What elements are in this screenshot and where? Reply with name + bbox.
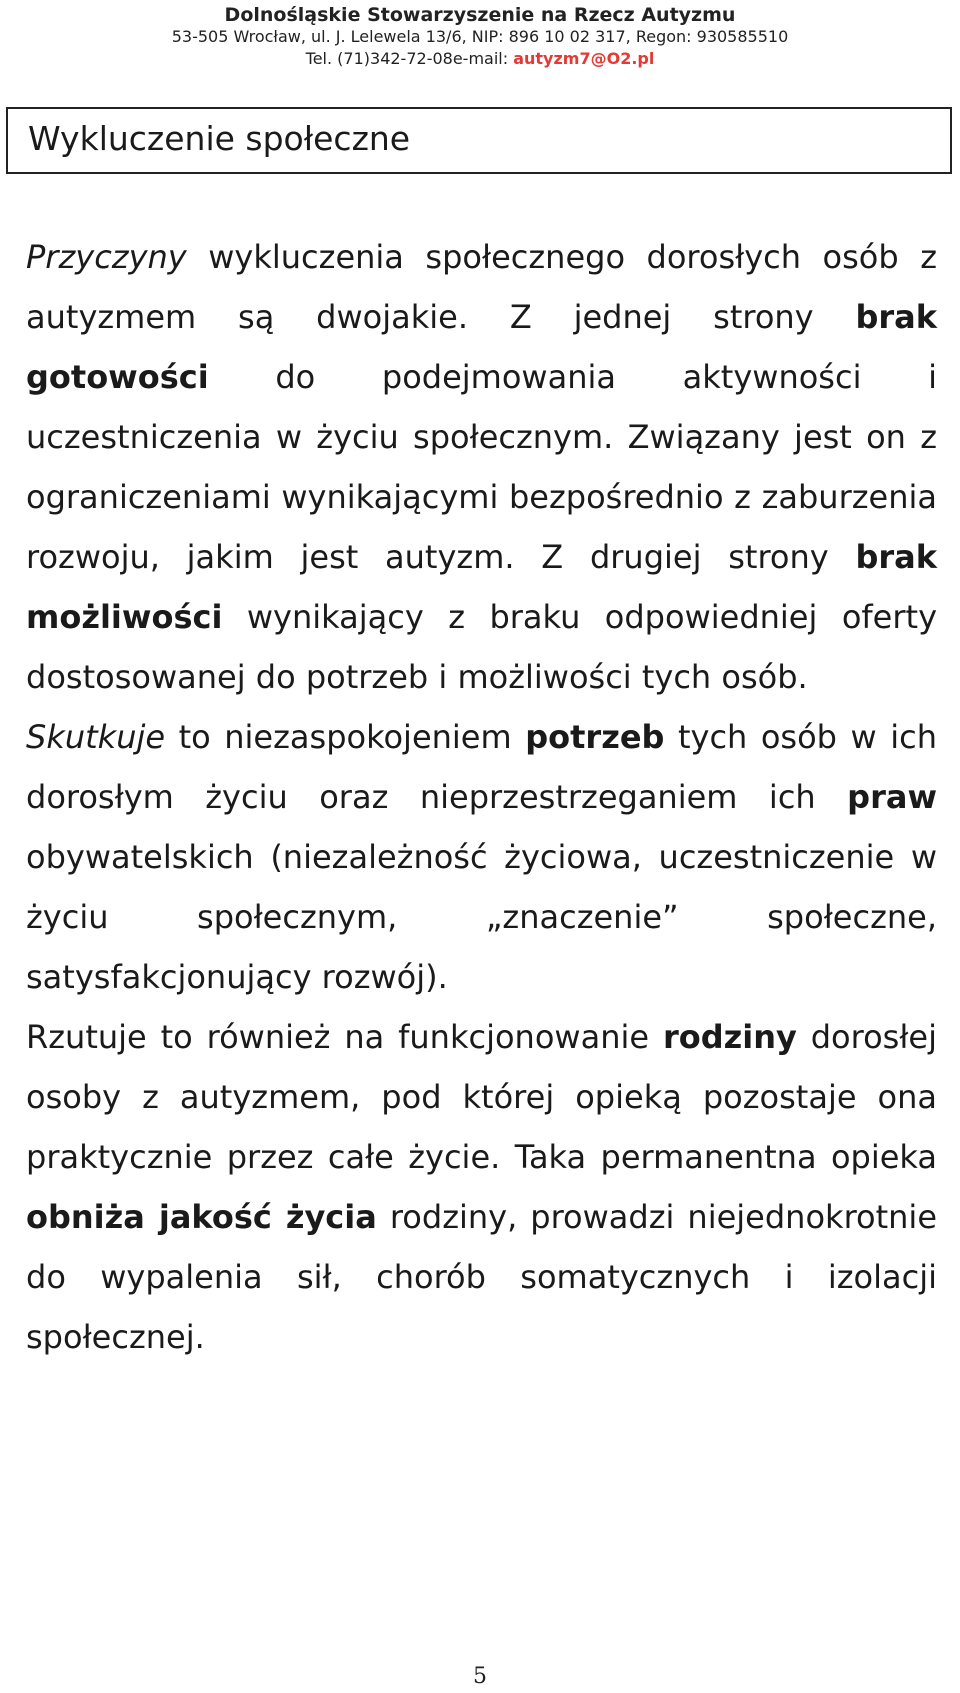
section-title: Wykluczenie społeczne [28, 119, 411, 158]
text-run: to niezaspokojeniem [165, 718, 526, 756]
paragraph-effects [26, 707, 937, 1007]
text-run: rodziny, prowadzi niejednokrotnie do wypalenia sił, chorób somatycznych i izolacji społecznej. [26, 1198, 937, 1356]
text-run: dorosłej osoby z autyzmem, pod której opieką pozostaje ona praktycznie przez całe życie. Taka permanentna opieka [26, 1018, 938, 1176]
text-run: obywatelskich (niezależność życiowa, uczestniczenie w życiu społecznym, „znaczenie” społeczne, satysfakcjonujący rozwój). [26, 838, 937, 996]
bold-family: rodziny [662, 1018, 797, 1056]
bold-lack-of-possibility: brak możliwości [26, 538, 937, 636]
email-label: e-mail: [452, 49, 514, 68]
text-run: tych osób w ich dorosłym życiu oraz nieprzestrzeganiem ich [26, 718, 938, 816]
bold-lack-of-readiness: brak gotowości [26, 298, 937, 396]
paragraph-causes [26, 227, 937, 707]
organization-name: Dolnośląskie Stowarzyszenie na Rzecz Autyzmu [224, 4, 736, 26]
bold-quality-of-life: obniża jakość życia [26, 1198, 377, 1236]
bold-rights: praw [847, 778, 937, 816]
text-run: Rzutuje to również na funkcjonowanie [26, 1018, 663, 1056]
page-number: 5 [473, 1664, 487, 1689]
document-body [26, 227, 937, 1367]
email-link[interactable]: autyzm7@O2.pl [513, 49, 655, 68]
paragraph-family [26, 1007, 937, 1367]
text-run: wynikający z braku odpowiedniej oferty dostosowanej do potrzeb i możliwości tych osób. [26, 598, 937, 696]
emphasis-effects: Skutkuje [26, 718, 166, 756]
phone-number: Tel. (71)342-72-08 [305, 49, 453, 68]
letterhead [0, 4, 960, 70]
text-run: wykluczenia społecznego dorosłych osób z autyzmem są dwojakie. Z jednej strony [26, 238, 937, 336]
section-title-box [6, 107, 952, 174]
organization-address: 53-505 Wrocław, ul. J. Lelewela 13/6, NIP: 896 10 02 317, Regon: 930585510 [171, 27, 789, 46]
contact-line [0, 48, 960, 70]
emphasis-causes: Przyczyny [26, 238, 187, 276]
text-run: do podejmowania aktywności i uczestniczenia w życiu społecznym. Związany jest on z ograniczeniami wynikającymi bezpośrednio z zaburzenia rozwoju, jakim jest autyzm. Z drugiej strony [26, 358, 937, 576]
bold-needs: potrzeb [525, 718, 665, 756]
